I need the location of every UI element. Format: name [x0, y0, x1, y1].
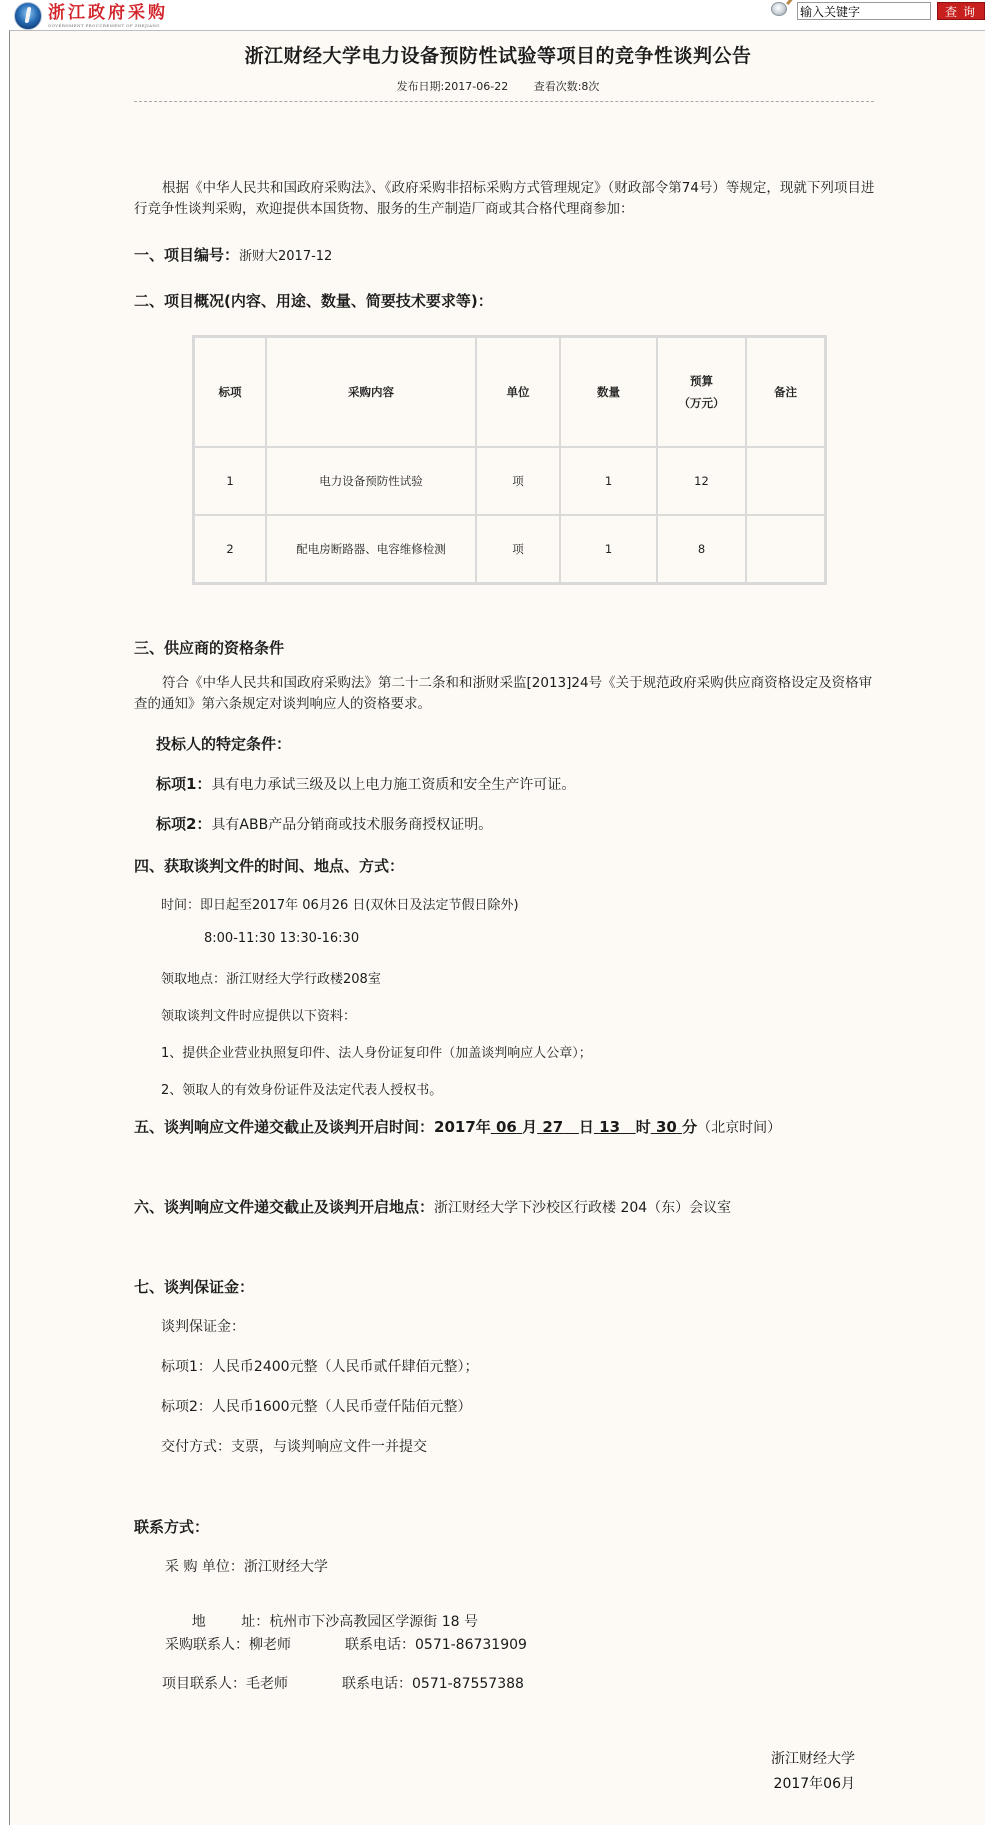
section-3-heading: 三、供应商的资格条件	[134, 639, 285, 657]
view-count: 查看次数:8次	[533, 80, 600, 93]
search-bar	[771, 2, 985, 20]
cell-lot: 2	[194, 515, 266, 583]
address-value: 杭州市下沙高教园区学源街 18 号	[269, 1614, 479, 1630]
article-meta	[10, 78, 985, 94]
cell-note	[746, 515, 825, 583]
payment-method: 交付方式：支票，与谈判响应文件一并提交	[161, 1439, 427, 1455]
project-phone: 联系电话：0571-87557388	[342, 1676, 524, 1692]
cell-unit: 项	[476, 515, 560, 583]
publish-date: 发布日期:2017-06-22	[396, 80, 509, 93]
table-header-row	[194, 337, 825, 447]
cell-lot: 1	[194, 447, 266, 515]
signature-date: 2017年06月	[773, 1776, 855, 1792]
special-conditions-heading: 投标人的特定条件：	[156, 735, 292, 753]
deposit-label: 谈判保证金：	[161, 1319, 245, 1335]
day-label: 日	[578, 1118, 594, 1136]
section-1	[134, 244, 332, 265]
materials-intro: 领取谈判文件时应提供以下资料：	[161, 1009, 357, 1024]
section-5-heading: 五、谈判响应文件递交截止及谈判开启时间：	[134, 1118, 435, 1136]
page-title: 浙江财经大学电力设备预防性试验等项目的竞争性谈判公告	[244, 45, 752, 67]
header-budget-label: 预算	[690, 374, 713, 388]
project-number: 浙财大2017-12	[239, 249, 333, 264]
unit-value: 浙江财经大学	[243, 1559, 328, 1575]
lot2-text: 具有ABB产品分销商或技术服务商授权证明。	[211, 817, 493, 833]
section-1-heading: 一、项目编号：	[134, 246, 240, 264]
section-5	[134, 1116, 781, 1137]
cell-note	[746, 447, 825, 515]
title-divider	[134, 101, 874, 102]
cell-budget: 8	[657, 515, 746, 583]
buyer-phone: 联系电话：0571-86731909	[345, 1637, 527, 1653]
emblem-icon	[14, 2, 42, 30]
lot2-label: 标项2：	[156, 815, 212, 833]
cell-unit: 项	[476, 447, 560, 515]
pickup-time: 时间：即日起至2017年 06月26 日(双休日及法定节假日除外)	[161, 898, 519, 913]
deadline-day: 27	[542, 1118, 564, 1136]
cell-content: 电力设备预防性试验	[266, 447, 476, 515]
materials-item-2: 2、领取人的有效身份证件及法定代表人授权书。	[161, 1083, 443, 1098]
minute-label: 分	[682, 1118, 698, 1136]
logo-title: 浙江政府采购	[48, 2, 168, 23]
timezone: （北京时间）	[697, 1120, 782, 1136]
header-note: 备注	[746, 337, 825, 447]
section-6	[134, 1196, 731, 1217]
deadline-hour: 13	[599, 1118, 621, 1136]
venue: 浙江财经大学下沙校区行政楼 204（东）会议室	[434, 1200, 732, 1216]
cell-qty: 1	[560, 515, 657, 583]
header-unit: 单位	[476, 337, 560, 447]
materials-item-1: 1、提供企业营业执照复印件、法人身份证复印件（加盖谈判响应人公章）；	[161, 1046, 592, 1061]
header-content: 采购内容	[266, 337, 476, 447]
header-qty: 数量	[560, 337, 657, 447]
deadline-minute: 30	[655, 1118, 677, 1136]
pickup-place: 领取地点：浙江财经大学行政楼208室	[161, 972, 381, 987]
lot1-text: 具有电力承试三级及以上电力施工资质和安全生产许可证。	[211, 777, 576, 793]
buyer-contact: 采购联系人：柳老师	[165, 1637, 291, 1653]
lot2-condition	[156, 813, 492, 834]
section-7-heading: 七、谈判保证金：	[134, 1278, 255, 1296]
items-table	[192, 335, 827, 585]
logo-subtitle: GOVERNMENT PROCUREMENT OF ZHEJIANG	[48, 22, 160, 28]
unit-label: 采 购 单位：	[165, 1559, 244, 1575]
section-4-heading: 四、获取谈判文件的时间、地点、方式：	[134, 857, 405, 875]
month-label: 月	[522, 1118, 538, 1136]
header-budget-unit: （万元）	[678, 396, 725, 410]
article-panel	[9, 30, 985, 1825]
deadline-month: 06	[496, 1118, 517, 1136]
contact-heading: 联系方式：	[134, 1518, 210, 1536]
search-input[interactable]	[797, 2, 931, 20]
section-6-heading: 六、谈判响应文件递交截止及谈判开启地点：	[134, 1198, 435, 1216]
deadline-year: 2017年	[434, 1118, 491, 1136]
top-bar	[0, 0, 985, 30]
intro-paragraph: 根据《中华人民共和国政府采购法》、《政府采购非招标采购方式管理规定》（财政部令第74号）等规定，现就下列项目进行竞争性谈判采购，欢迎提供本国货物、服务的生产制造厂商或其合格代理商参加：	[134, 180, 875, 217]
signature-org: 浙江财经大学	[771, 1751, 855, 1767]
section-3-text: 符合《中华人民共和国政府采购法》第二十二条和和浙财采监[2013]24号《关于规范政府采购供应商资格设定及资格审查的通知》第六条规定对谈判响应人的资格要求。	[134, 675, 873, 712]
table-row	[194, 447, 825, 515]
section-2-heading: 二、项目概况(内容、用途、数量、简要技术要求等)：	[134, 292, 493, 310]
search-button[interactable]: 查询	[937, 2, 985, 20]
deposit-lot1: 标项1：人民币2400元整（人民币贰仟肆佰元整）；	[161, 1359, 479, 1375]
project-contact: 项目联系人：毛老师	[162, 1676, 288, 1692]
cell-budget: 12	[657, 447, 746, 515]
address-label: 地 址：	[191, 1614, 270, 1630]
header-lot: 标项	[194, 337, 266, 447]
pickup-hours: 8:00-11:30 13:30-16:30	[204, 931, 360, 946]
table-row	[194, 515, 825, 583]
header-budget	[657, 337, 746, 447]
cell-content: 配电房断路器、电容维修检测	[266, 515, 476, 583]
deposit-lot2: 标项2：人民币1600元整（人民币壹仟陆佰元整）	[161, 1399, 472, 1415]
site-logo[interactable]	[14, 2, 168, 30]
lot1-label: 标项1：	[156, 775, 212, 793]
hour-label: 时	[635, 1118, 651, 1136]
lot1-condition	[156, 773, 575, 794]
magnifier-icon	[771, 2, 787, 16]
contact-unit	[165, 1556, 328, 1576]
cell-qty: 1	[560, 447, 657, 515]
